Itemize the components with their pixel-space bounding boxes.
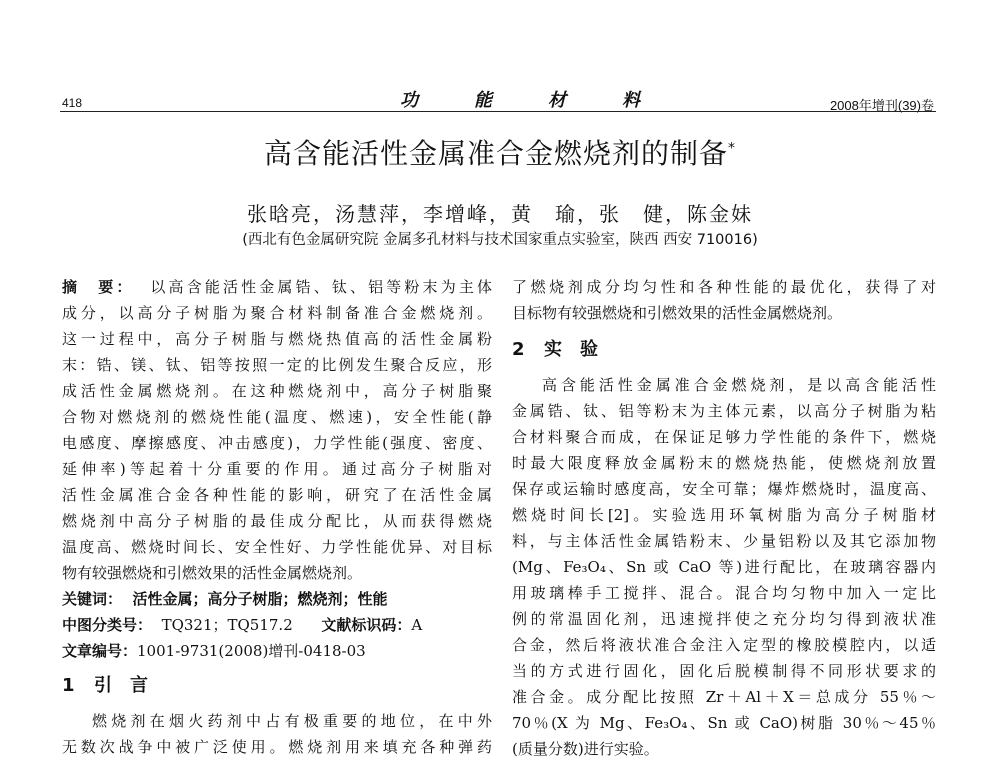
text-line: 当的方式进行固化，固化后脱模制得不同形状要求的 [512,662,936,680]
text-line: (质量分数)进行实验。 [512,740,659,758]
text-line: 目标物有较强燃烧和引燃效果的活性金属燃烧剂。 [512,304,843,322]
clc-value: TQ321；TQ517.2 [161,616,293,634]
text-line: 用玻璃棒手工搅拌、混合。混合均匀物中加入一定比 [512,584,936,602]
left-column [62,274,492,760]
authors: 张晗亮，汤慧萍，李增峰，黄 瑜，张 健，陈金妹 [247,202,753,226]
text-line: 电感度、摩擦感度、冲击感度)，力学性能(强度、密度、 [62,434,492,452]
classification [62,612,492,638]
text-line: 燃烧剂中高分子树脂的最佳成分配比，从而获得燃烧 [62,512,492,530]
article-number [62,638,492,664]
title-text: 高含能活性金属准合金燃烧剂的制备 [263,137,728,170]
text-line: 70％(X 为 Mg、Fe₃O₄、Sn 或 CaO)树脂 30％～45％ [512,714,936,732]
paper-title [0,132,1000,172]
doc-code-label: 文献标识码： [321,616,412,634]
title-footnote-mark: * [728,140,736,157]
text-line: 时最大限度释放金属粉末的燃烧热能，使燃烧剂放置 [512,454,936,472]
text-line [62,274,492,300]
right-column [512,274,936,762]
article-no-label: 文章编号： [62,642,138,660]
text-line: 例的常温固化剂，迅速搅拌使之充分均匀得到液状准 [512,610,936,628]
intro-continuation [512,274,936,326]
text-line: 了燃烧剂成分均匀性和各种性能的最优化，获得了对 [512,278,936,296]
text-line: 保存或运输时感度高，安全可靠；爆炸燃烧时，温度高、 [512,480,936,498]
keywords [62,586,492,612]
text-line: 物有较强燃烧和引燃效果的活性金属燃烧剂。 [62,564,363,582]
text-line: 料，与主体活性金属锆粉末、少量铝粉以及其它添加物 [512,532,936,550]
issue-info: 2008年增刊(39)卷 [829,98,934,113]
abstract-label: 摘 要： [62,278,135,296]
section-number: 1 [62,675,75,696]
text-line: 合物对燃烧剂的燃烧性能(温度、燃速)，安全性能(静 [62,408,492,426]
keywords-label: 关键词： [62,590,123,608]
abstract [62,274,492,586]
journal-char: 能 [474,90,492,111]
section-heading-2 [512,330,936,370]
doc-code: A [411,616,423,634]
header-rule [60,111,936,112]
abstract-text: 以高含能活性金属锆、钛、铝等粉末为主体 [150,278,492,296]
section-title: 引 言 [94,675,148,696]
text-line: (Mg、Fe₃O₄、Sn 或 CaO 等)进行配比，在玻璃容器内 [512,558,936,576]
affiliation: (西北有色金属研究院 金属多孔材料与技术国家重点实验室，陕西 西安 710016) [242,232,758,248]
keywords-value: 活性金属；高分子树脂；燃烧剂；性能 [132,590,388,608]
journal-char: 功 [400,90,418,111]
text-line: 燃烧时间长[2]。实验选用环氧树脂为高分子树脂材 [512,506,936,524]
journal-char: 料 [622,90,640,111]
text-line: 末：锆、镁、钛、铝等按照一定的比例发生聚合反应，形 [62,356,492,374]
text-line: 高含能活性金属准合金燃烧剂，是以高含能活性 [542,376,936,394]
text-line: 成活性金属燃烧剂。在这种燃烧剂中，高分子树脂聚 [62,382,492,400]
page-number: 418 [62,96,83,110]
section-heading-1 [62,666,492,706]
journal-char: 材 [548,90,566,111]
section-1-body [62,708,492,760]
text-line: 活性金属准合金各种性能的影响，研究了在活性金属 [62,486,492,504]
text-line: 准合金。成分配比按照 Zr＋Al＋X＝总成分 55％～ [512,688,936,706]
text-line: 延伸率)等起着十分重要的作用。通过高分子树脂对 [62,460,492,478]
clc-label: 中图分类号： [62,616,153,634]
text-line: 金属锆、钛、铝等粉末为主体元素，以高分子树脂为粘 [512,402,936,420]
journal-name [400,86,640,112]
section-2-body [512,372,936,762]
section-number: 2 [512,339,525,360]
text-line: 这一过程中，高分子树脂与燃烧热值高的活性金属粉 [62,330,492,348]
text-line: 温度高、燃烧时间长、安全性好、力学性能优异、对目标 [62,538,492,556]
section-title: 实 验 [544,339,598,360]
text-line: 成分，以高分子树脂为聚合材料制备准合金燃烧剂。 [62,304,492,322]
text-line: 燃烧剂在烟火药剂中占有极重要的地位，在中外 [92,712,492,730]
text-line: 合材料聚合而成，在保证足够力学性能的条件下，燃烧 [512,428,936,446]
text-line: 无数次战争中被广泛使用。燃烧剂用来填充各种弹药 [62,738,492,756]
text-line: 合金，然后将液状准合金注入定型的橡胶模腔内，以适 [512,636,936,654]
article-no-value: 1001-9731(2008)增刊-0418-03 [137,642,366,660]
